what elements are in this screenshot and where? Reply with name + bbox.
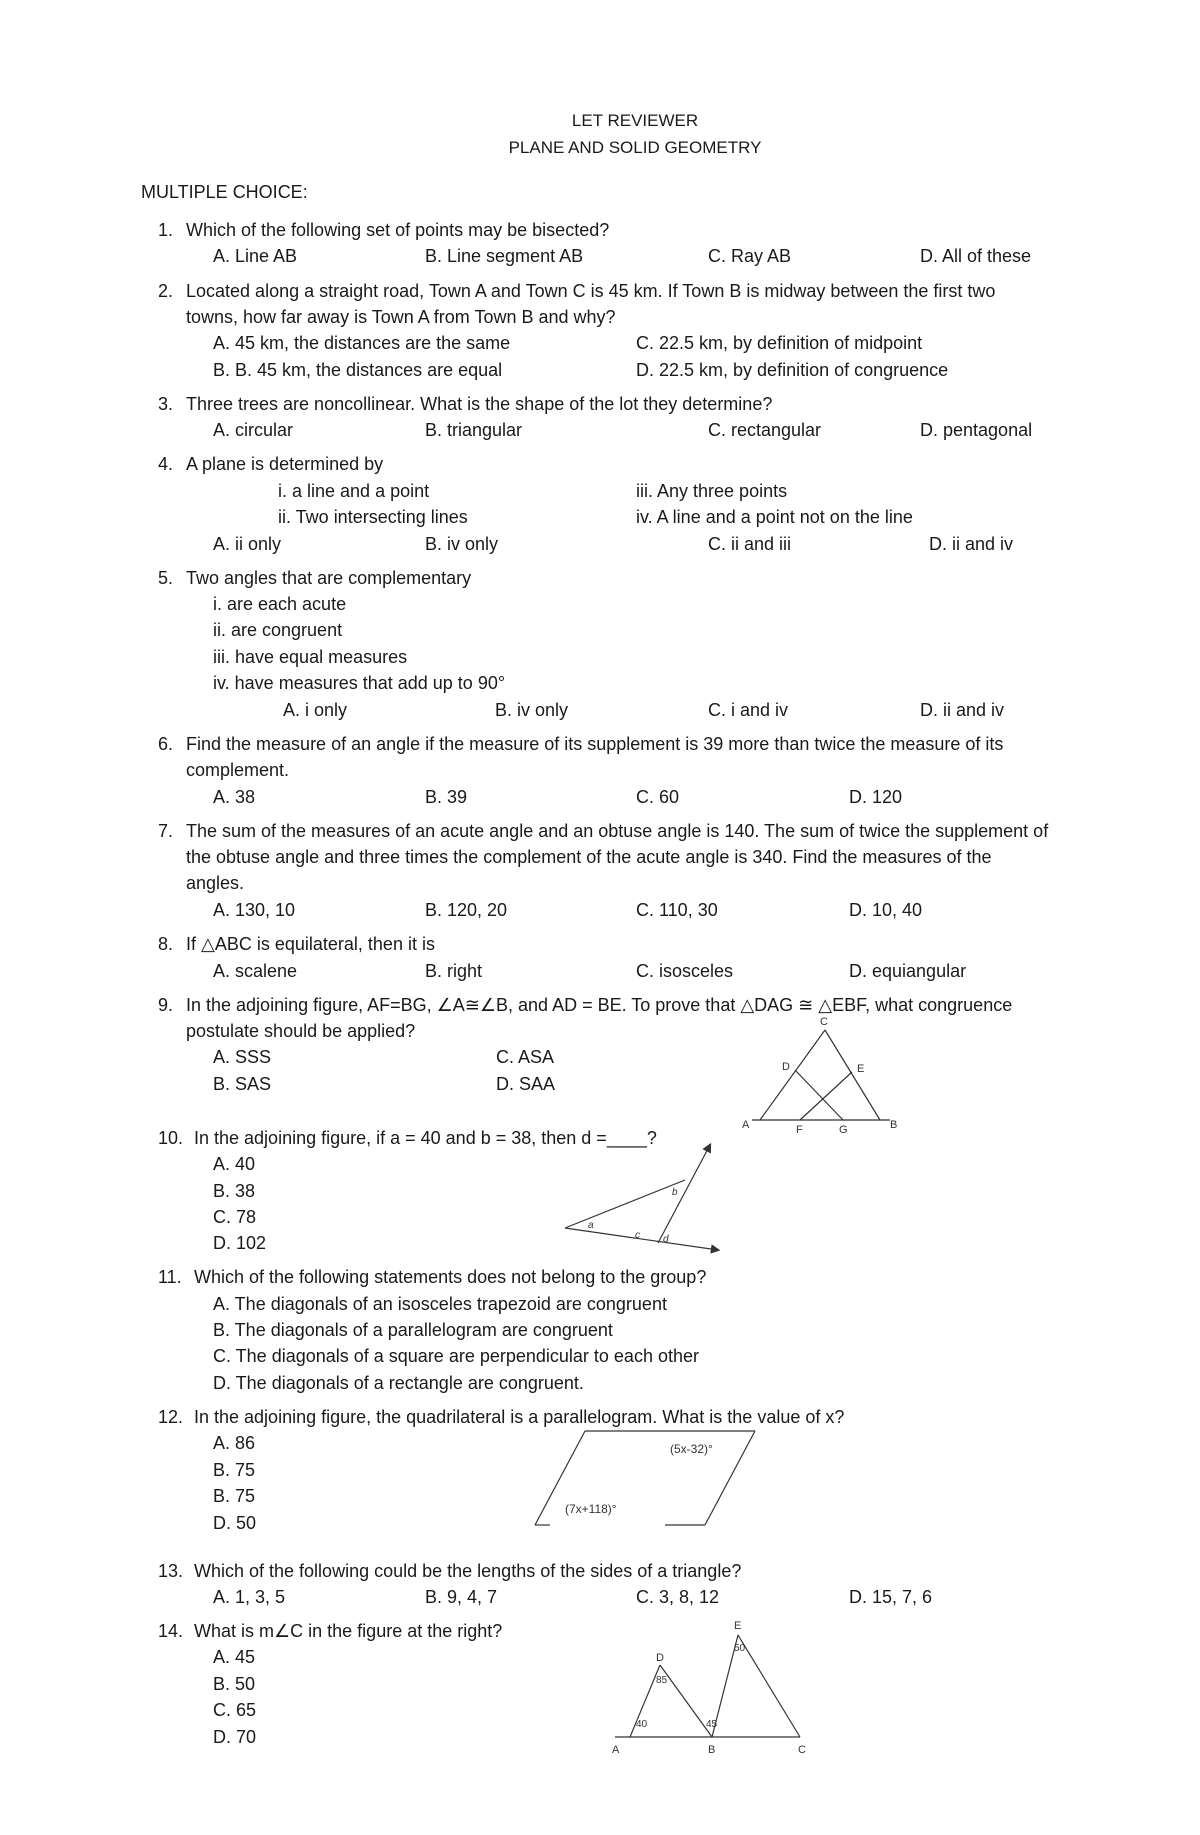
label-a: A [742, 1119, 750, 1131]
choice-a[interactable]: A. circular [213, 420, 294, 440]
choice-b[interactable]: B. The diagonals of a parallelogram are congruent [213, 1320, 613, 1340]
choice-b[interactable]: B. right [425, 961, 483, 981]
label-e: E [734, 1620, 742, 1632]
question-number: 5. [158, 568, 174, 588]
choice-d[interactable]: D. 70 [213, 1727, 257, 1747]
angle-label-40: 40 [636, 1719, 648, 1730]
choice-b[interactable]: B. 9, 4, 7 [425, 1587, 498, 1607]
choice-a[interactable]: A. 1, 3, 5 [213, 1587, 286, 1607]
option-i: i. a line and a point [278, 481, 430, 501]
question-number: 2. [158, 281, 174, 301]
option-iv: iv. have measures that add up to 90° [213, 673, 506, 693]
question-number: 11. [158, 1267, 182, 1287]
question-number: 14. [158, 1621, 184, 1641]
choice-a[interactable]: A. 45 km, the distances are the same [213, 333, 511, 353]
question-text: What is m∠C in the figure at the right? [194, 1621, 503, 1641]
label-f: F [796, 1124, 803, 1136]
line-upper [565, 1180, 685, 1228]
label-g: G [839, 1124, 848, 1136]
choice-d[interactable]: D. 102 [213, 1233, 267, 1253]
label-d: D [782, 1061, 790, 1073]
question-text: In the adjoining figure, if a = 40 and b = 38, then d =____? [194, 1128, 657, 1148]
question-number: 8. [158, 934, 174, 954]
question-text: A plane is determined by [186, 454, 384, 474]
label-a: A [612, 1744, 620, 1756]
choice-d[interactable]: D. 50 [213, 1513, 257, 1533]
label-a: a [588, 1220, 594, 1231]
ray-transversal [658, 1145, 710, 1243]
choice-c[interactable]: C. ii and iii [708, 534, 792, 554]
choice-c[interactable]: C. isosceles [636, 961, 734, 981]
choice-d[interactable]: D. 22.5 km, by definition of congruence [636, 360, 949, 380]
question-text: Three trees are noncollinear. What is the shape of the lot they determine? [186, 394, 773, 414]
option-iii: iii. have equal measures [213, 647, 408, 667]
label-b: B [708, 1744, 716, 1756]
choice-c[interactable]: C. 60 [636, 787, 680, 807]
document-subtitle: PLANE AND SOLID GEOMETRY [508, 138, 762, 157]
choice-d[interactable]: D. 15, 7, 6 [849, 1587, 933, 1607]
choice-d[interactable]: D. 120 [849, 787, 903, 807]
question-number: 4. [158, 454, 174, 474]
question-text-line1: Located along a straight road, Town A and Town C is 45 km. If Town B is midway between the first two [186, 281, 996, 301]
triangle-side-cb [825, 1030, 880, 1120]
choice-d[interactable]: D. pentagonal [920, 420, 1033, 440]
question-number: 13. [158, 1561, 184, 1581]
choice-b[interactable]: B. iv only [495, 700, 569, 720]
triangle-figure-q9 [730, 1010, 910, 1140]
angle-label-85: 85 [656, 1675, 668, 1686]
question-text-line1: Find the measure of an angle if the measure of its supplement is 39 more than twice the measure of its [186, 734, 1004, 754]
label-b: b [672, 1187, 678, 1198]
choice-d[interactable]: D. SAA [496, 1074, 556, 1094]
option-iv: iv. A line and a point not on the line [636, 507, 913, 527]
choice-a[interactable]: A. 86 [213, 1433, 256, 1453]
choice-c[interactable]: B. 75 [213, 1486, 256, 1506]
choice-b[interactable]: B. 75 [213, 1460, 256, 1480]
choice-b[interactable]: B. 38 [213, 1181, 256, 1201]
choice-b[interactable]: B. 50 [213, 1674, 256, 1694]
label-b: B [890, 1119, 898, 1131]
choice-b[interactable]: B. triangular [425, 420, 523, 440]
question-text-line2: complement. [186, 760, 290, 780]
segment-dg [795, 1070, 843, 1120]
choice-b[interactable]: B. B. 45 km, the distances are equal [213, 360, 503, 380]
label-c: C [798, 1744, 806, 1756]
question-number: 7. [158, 821, 174, 841]
choice-b[interactable]: B. 39 [425, 787, 468, 807]
choice-a[interactable]: A. ii only [213, 534, 282, 554]
choice-c[interactable]: C. i and iv [708, 700, 789, 720]
parallelogram-figure-q12 [525, 1425, 765, 1535]
question-text: Which of the following set of points may be bisected? [186, 220, 610, 240]
question-number: 1. [158, 220, 174, 240]
question-text-line2: postulate should be applied? [186, 1021, 416, 1041]
choice-a[interactable]: A. 45 [213, 1647, 256, 1667]
choice-c[interactable]: C. The diagonals of a square are perpendicular to each other [213, 1346, 699, 1366]
choice-c[interactable]: C. Ray AB [708, 246, 792, 266]
question-text: In the adjoining figure, the quadrilateral is a parallelogram. What is the value of x? [194, 1407, 845, 1427]
question-number: 12. [158, 1407, 184, 1427]
choice-a[interactable]: A. i only [283, 700, 348, 720]
choice-b[interactable]: B. iv only [425, 534, 499, 554]
choice-d[interactable]: D. All of these [920, 246, 1032, 266]
label-e: E [857, 1063, 865, 1075]
question-text-line1: In the adjoining figure, AF=BG, ∠A≅∠B, and AD = BE. To prove that △DAG ≅ △EBF, what congruence [186, 995, 1013, 1015]
label-c: C [820, 1016, 828, 1028]
angle-label-50: 50 [734, 1643, 746, 1654]
choice-a[interactable]: A. Line AB [213, 246, 298, 266]
triangles-figure-q14 [600, 1615, 820, 1760]
ray-lower [565, 1228, 718, 1250]
angle-figure-q10 [560, 1140, 730, 1260]
question-text-line3: angles. [186, 873, 245, 893]
choice-b[interactable]: B. Line segment AB [425, 246, 584, 266]
question-text-line2: towns, how far away is Town A from Town B and why? [186, 307, 616, 327]
choice-a[interactable]: A. The diagonals of an isosceles trapezoid are congruent [213, 1294, 667, 1314]
option-ii: ii. are congruent [213, 620, 343, 640]
question-number: 6. [158, 734, 174, 754]
choice-c[interactable]: C. 65 [213, 1700, 257, 1720]
label-d: d [663, 1234, 669, 1245]
choice-a[interactable]: A. 130, 10 [213, 900, 296, 920]
choice-a[interactable]: A. SSS [213, 1047, 272, 1067]
angle-label-top: (5x-32)° [670, 1442, 713, 1456]
choice-b[interactable]: B. SAS [213, 1074, 272, 1094]
choice-d[interactable]: D. equiangular [849, 961, 967, 981]
choice-d[interactable]: D. ii and iv [920, 700, 1005, 720]
choice-a[interactable]: A. scalene [213, 961, 298, 981]
question-text-line2: the obtuse angle and three times the complement of the acute angle is 340. Find the measures of the [186, 847, 992, 867]
option-iii: iii. Any three points [636, 481, 788, 501]
choice-c[interactable]: C. 78 [213, 1207, 257, 1227]
question-number: 3. [158, 394, 174, 414]
label-d: D [656, 1652, 664, 1664]
angle-label-45: 45 [706, 1719, 718, 1730]
question-number: 10. [158, 1128, 184, 1148]
section-heading: MULTIPLE CHOICE: [141, 182, 308, 202]
question-number: 9. [158, 995, 174, 1015]
choice-a[interactable]: A. 40 [213, 1154, 256, 1174]
question-text: If △ABC is equilateral, then it is [186, 934, 435, 954]
angle-label-bottom: (7x+118)° [565, 1502, 617, 1516]
choice-d[interactable]: D. The diagonals of a rectangle are congruent. [213, 1373, 584, 1393]
segment-ec [738, 1635, 800, 1737]
choice-c[interactable]: C. rectangular [708, 420, 822, 440]
document-title: LET REVIEWER [571, 111, 699, 130]
choice-a[interactable]: A. 38 [213, 787, 256, 807]
segment-db [660, 1665, 712, 1737]
label-c: c [635, 1230, 640, 1241]
choice-c[interactable]: C. 110, 30 [636, 900, 718, 920]
segment-ef [800, 1072, 852, 1120]
option-ii: ii. Two intersecting lines [278, 507, 468, 527]
choice-c[interactable]: C. 3, 8, 12 [636, 1587, 720, 1607]
choice-c[interactable]: C. ASA [496, 1047, 555, 1067]
option-i: i. are each acute [213, 594, 347, 614]
choice-b[interactable]: B. 120, 20 [425, 900, 508, 920]
question-text: Which of the following statements does not belong to the group? [194, 1267, 707, 1287]
choice-c[interactable]: C. 22.5 km, by definition of midpoint [636, 333, 923, 353]
question-text: Which of the following could be the lengths of the sides of a triangle? [194, 1561, 742, 1581]
choice-d[interactable]: D. 10, 40 [849, 900, 923, 920]
question-text: Two angles that are complementary [186, 568, 472, 588]
question-text-line1: The sum of the measures of an acute angle and an obtuse angle is 140. The sum of twice the supplement of [186, 821, 1049, 841]
choice-d[interactable]: D. ii and iv [929, 534, 1014, 554]
